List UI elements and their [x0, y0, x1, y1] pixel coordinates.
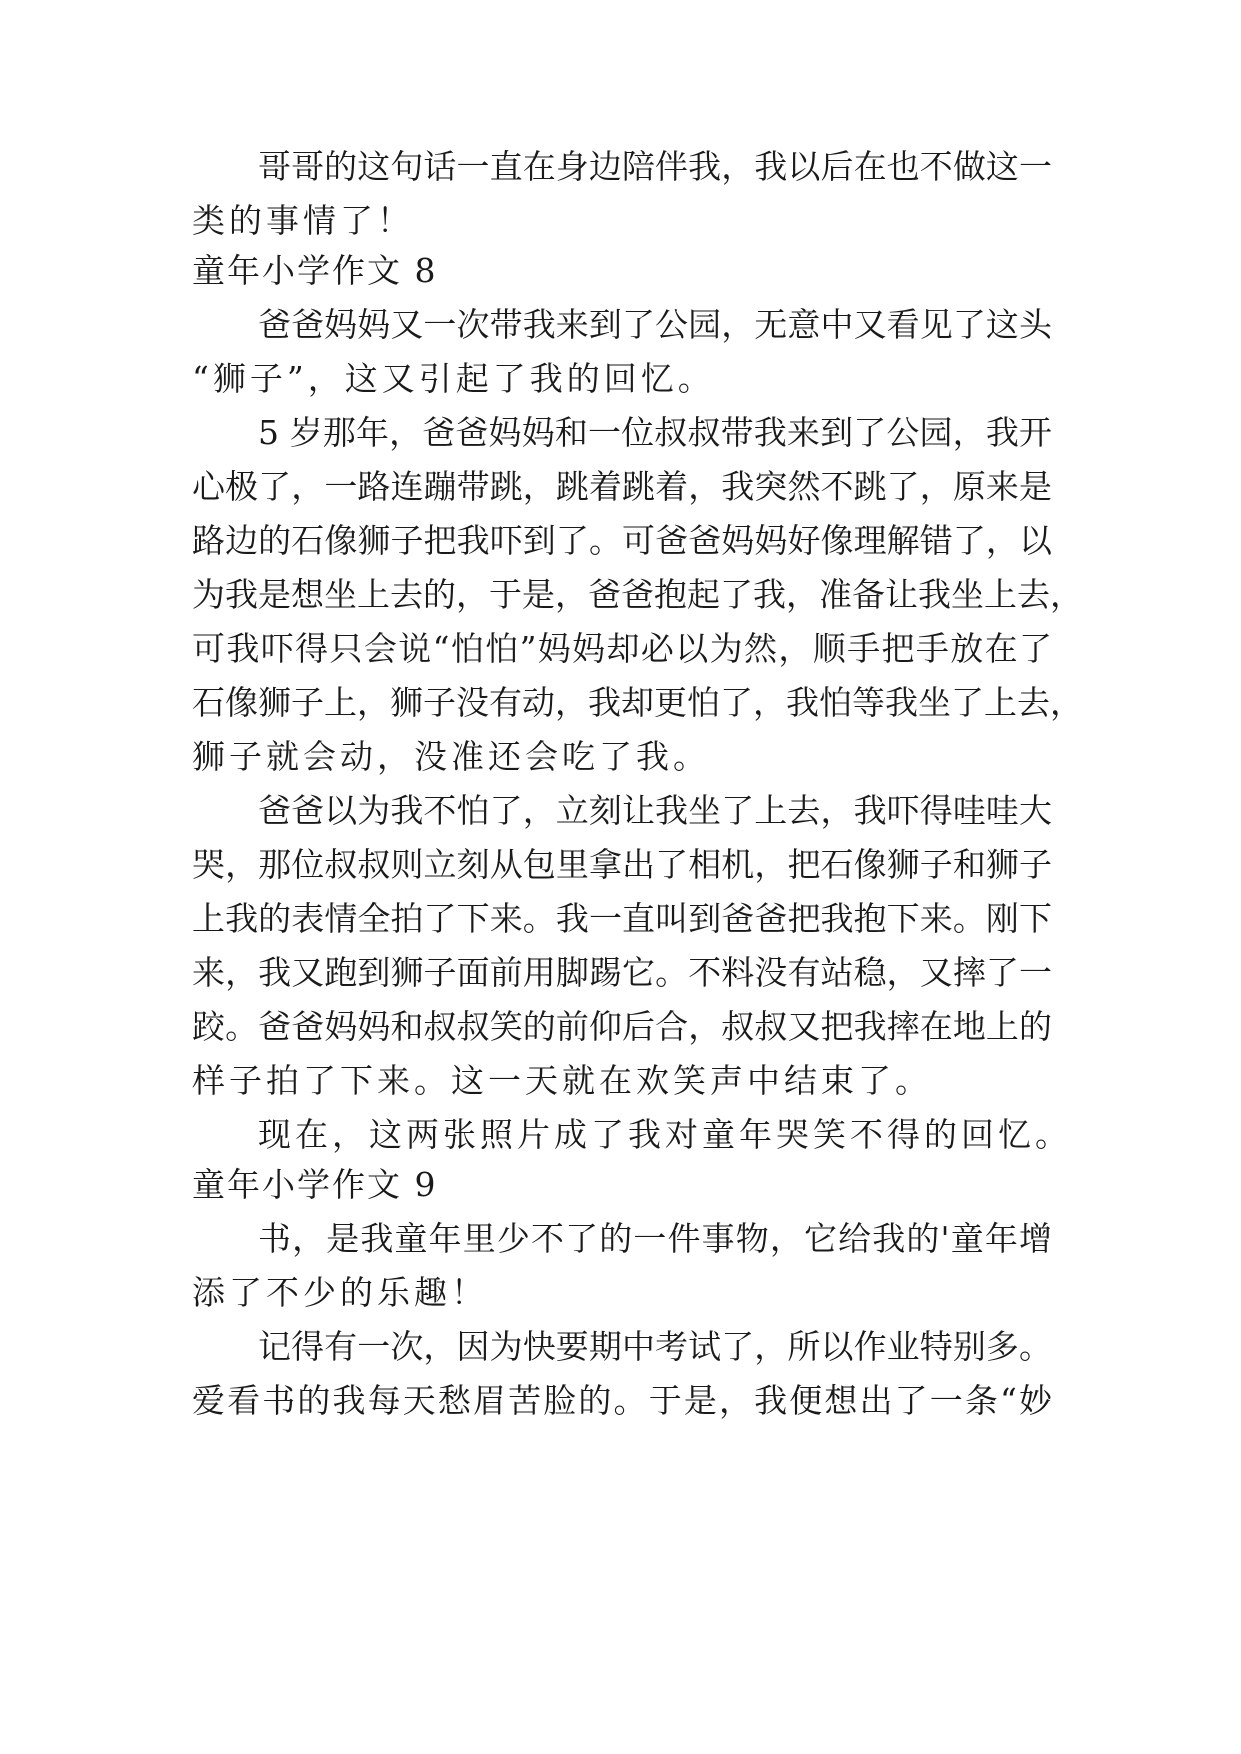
paragraph-line: 跤。爸爸妈妈和叔叔笑的前仰后合，叔叔又把我摔在地上的: [192, 1007, 1052, 1046]
section-heading: 童年小学作文 9: [192, 1165, 438, 1204]
paragraph-line: 路边的石像狮子把我吓到了。可爸爸妈妈好像理解错了，以: [192, 521, 1052, 560]
paragraph-line: 记得有一次，因为快要期中考试了，所以作业特别多。: [258, 1327, 1052, 1366]
paragraph-line: 为我是想坐上去的，于是，爸爸抱起了我，准备让我坐上去，: [192, 575, 1083, 614]
paragraph-line: 哭，那位叔叔则立刻从包里拿出了相机，把石像狮子和狮子: [192, 845, 1052, 884]
paragraph-line: 5 岁那年，爸爸妈妈和一位叔叔带我来到了公园，我开: [258, 413, 1052, 452]
paragraph-line: 爱看书的我每天愁眉苦脸的。于是，我便想出了一条“妙: [192, 1381, 1052, 1420]
paragraph-line: 可我吓得只会说“怕怕”妈妈却必以为然，顺手把手放在了: [192, 629, 1052, 668]
paragraph-line: 样子拍了下来。这一天就在欢笑声中结束了。: [192, 1061, 932, 1100]
paragraph-line: 狮子就会动，没准还会吃了我。: [192, 737, 710, 776]
section-heading: 童年小学作文 8: [192, 251, 438, 290]
paragraph-line: 上我的表情全拍了下来。我一直叫到爸爸把我抱下来。刚下: [192, 899, 1052, 938]
paragraph-line: 书，是我童年里少不了的一件事物，它给我的'童年增: [258, 1219, 1052, 1258]
paragraph-line: “狮子”，这又引起了我的回忆。: [192, 359, 715, 398]
paragraph-line: 添了不少的乐趣！: [192, 1273, 488, 1312]
paragraph-line: 心极了，一路连蹦带跳，跳着跳着，我突然不跳了，原来是: [192, 467, 1052, 506]
paragraph-line: 类的事情了！: [192, 201, 414, 240]
paragraph-line: 哥哥的这句话一直在身边陪伴我，我以后在也不做这一: [258, 147, 1052, 186]
paragraph-line: 石像狮子上，狮子没有动，我却更怕了，我怕等我坐了上去，: [192, 683, 1083, 722]
paragraph-line: 现在，这两张照片成了我对童年哭笑不得的回忆。: [258, 1115, 1072, 1154]
paragraph-line: 爸爸以为我不怕了，立刻让我坐了上去，我吓得哇哇大: [258, 791, 1052, 830]
paragraph-line: 爸爸妈妈又一次带我来到了公园，无意中又看见了这头: [258, 305, 1052, 344]
paragraph-line: 来，我又跑到狮子面前用脚踢它。不料没有站稳，又摔了一: [192, 953, 1052, 992]
